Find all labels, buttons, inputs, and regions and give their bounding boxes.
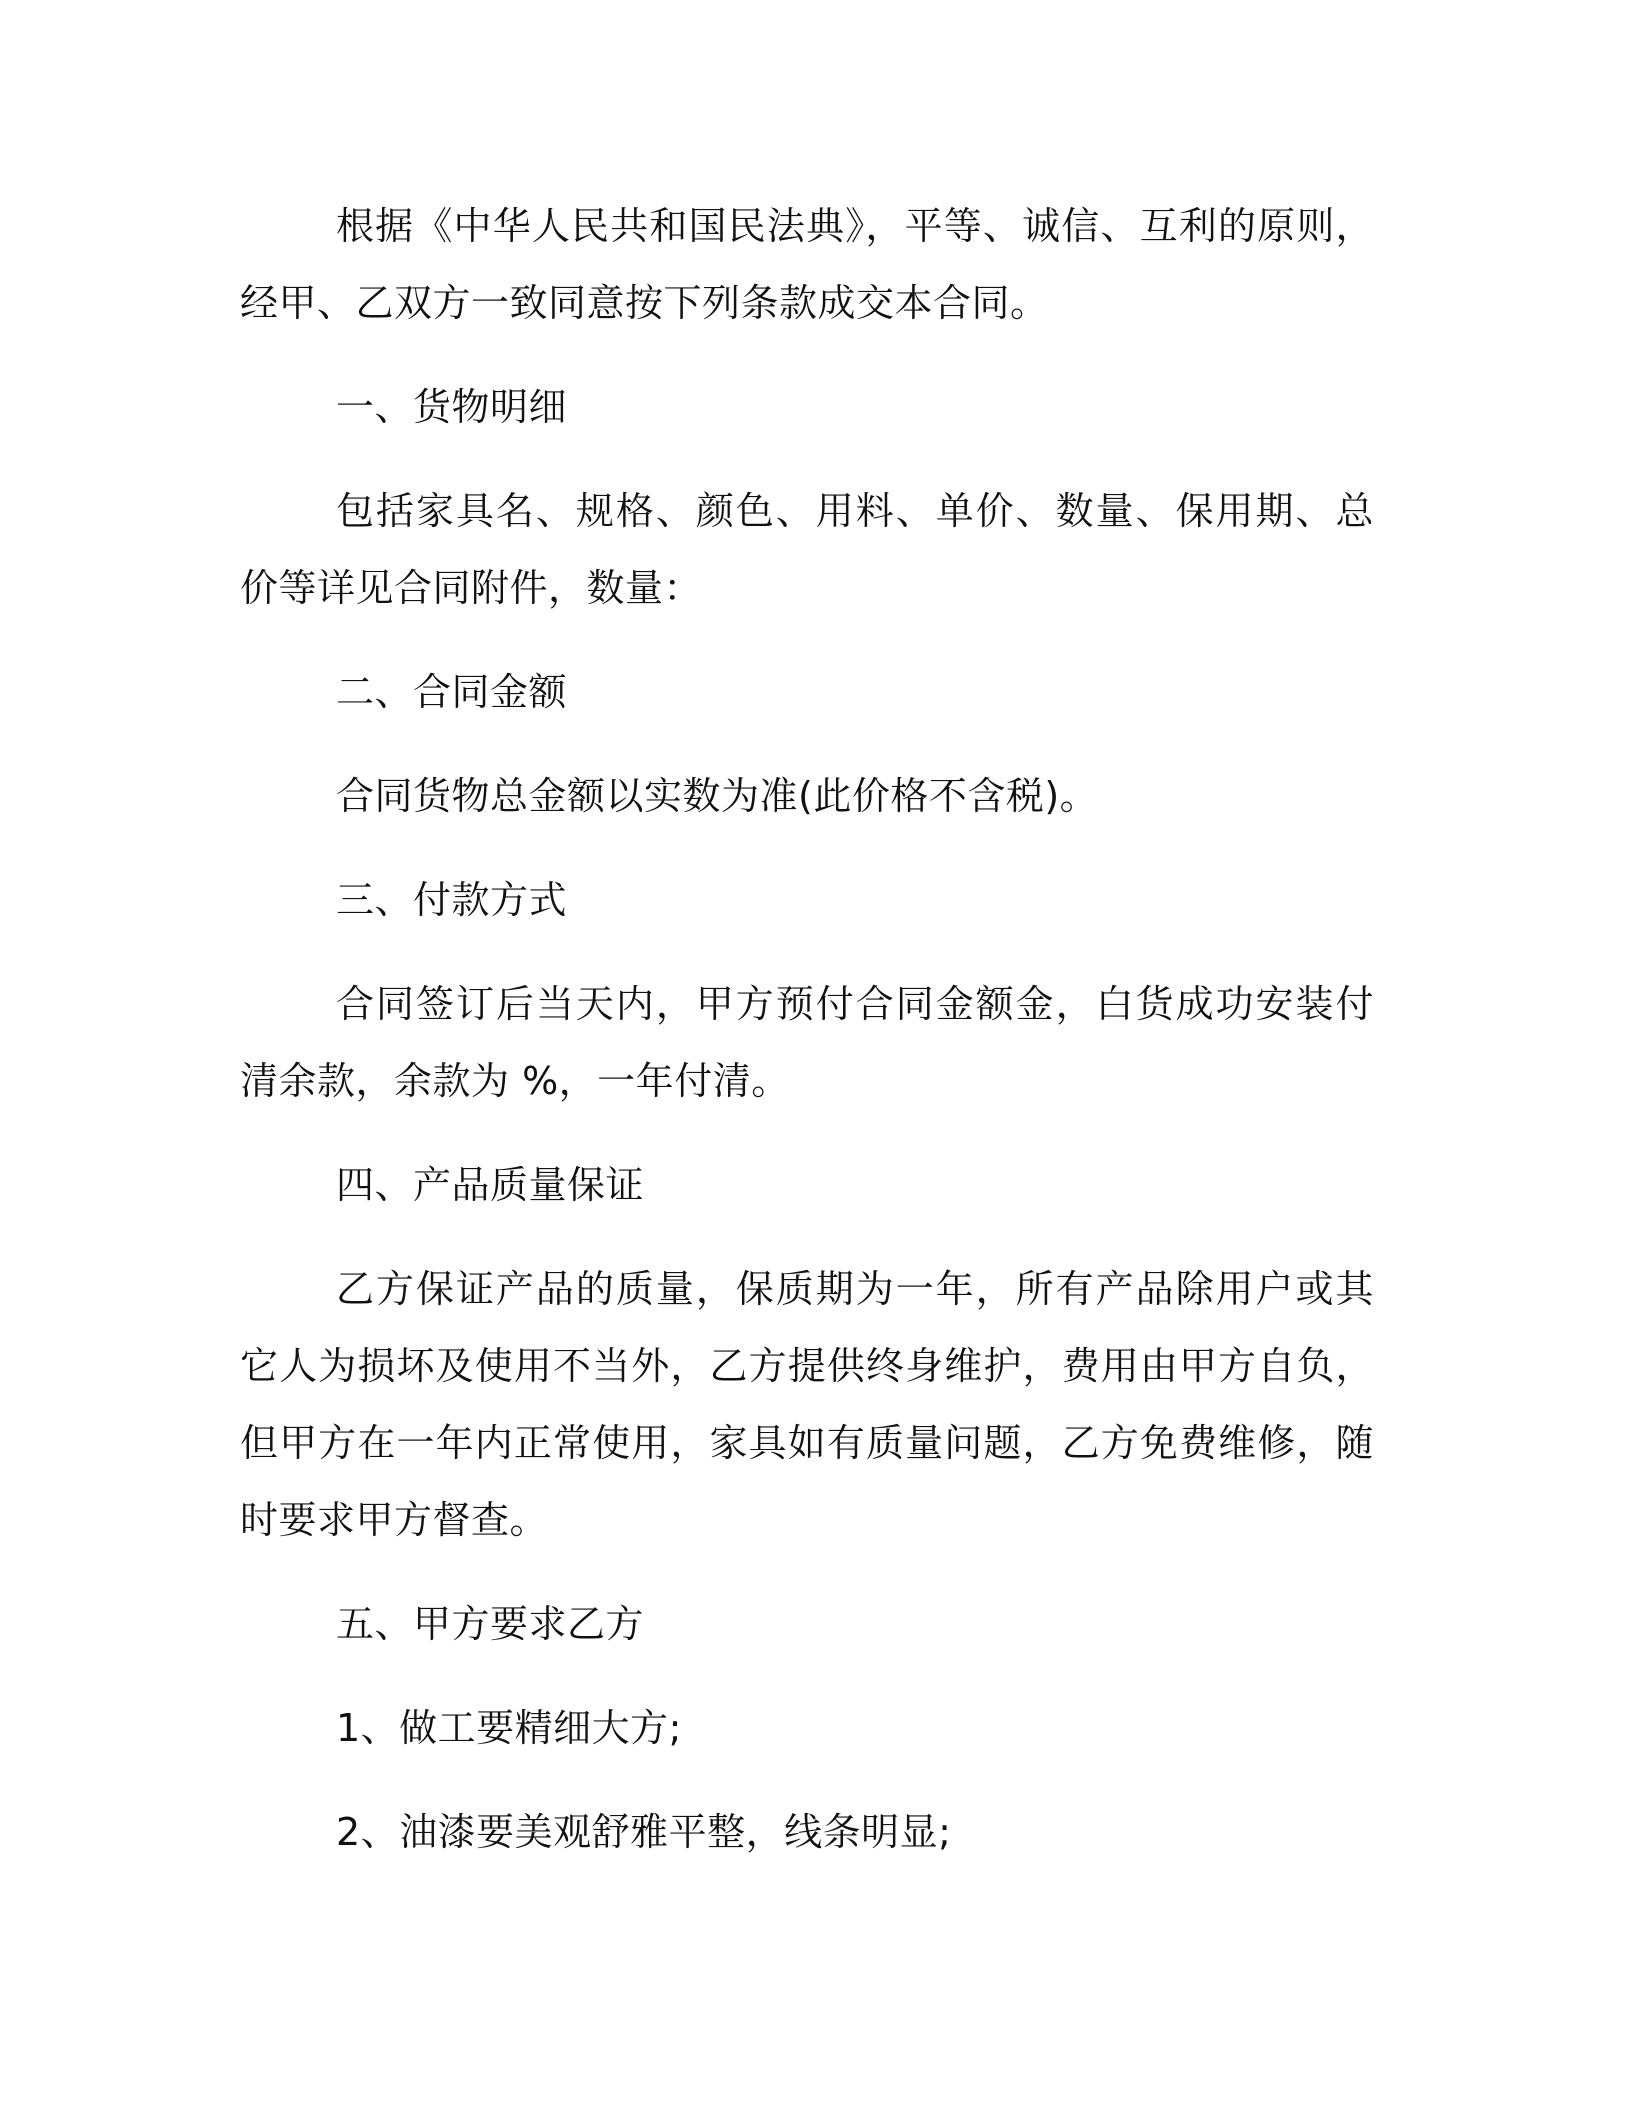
amount-paragraph: 合同货物总金额以实数为准(此价格不含税)。 [336,774,1099,818]
goods-detail-paragraph: 包括家具名、规格、颜色、用料、单价、数量、保用期、总价等详见合同附件，数量： [240,489,1374,610]
section-heading-goods: 一、货物明细 [336,385,568,429]
quality-paragraph: 乙方保证产品的质量，保质期为一年，所有产品除用户或其它人为损坏及使用不当外，乙方提供终身维护，费用由甲方自负，但甲方在一年内正常使用，家具如有质量问题，乙方免费维修，随时要求甲方督查。 [240,1267,1374,1542]
section-heading-amount: 二、合同金额 [336,670,568,714]
section-heading-quality: 四、产品质量保证 [336,1163,645,1207]
section-heading-requirements: 五、甲方要求乙方 [336,1602,645,1646]
requirement-item-1: 1、做工要精细大方; [336,1706,682,1750]
payment-paragraph: 合同签订后当天内，甲方预付合同金额金，白货成功安装付清余款，余款为 %，一年付清。 [240,982,1374,1103]
contract-body [240,188,1374,1871]
intro-paragraph: 根据《中华人民共和国民法典》，平等、诚信、互利的原则，经甲、乙双方一致同意按下列条款成交本合同。 [240,204,1374,325]
section-heading-payment: 三、付款方式 [336,878,568,922]
requirement-item-2: 2、油漆要美观舒雅平整，线条明显; [336,1810,952,1854]
